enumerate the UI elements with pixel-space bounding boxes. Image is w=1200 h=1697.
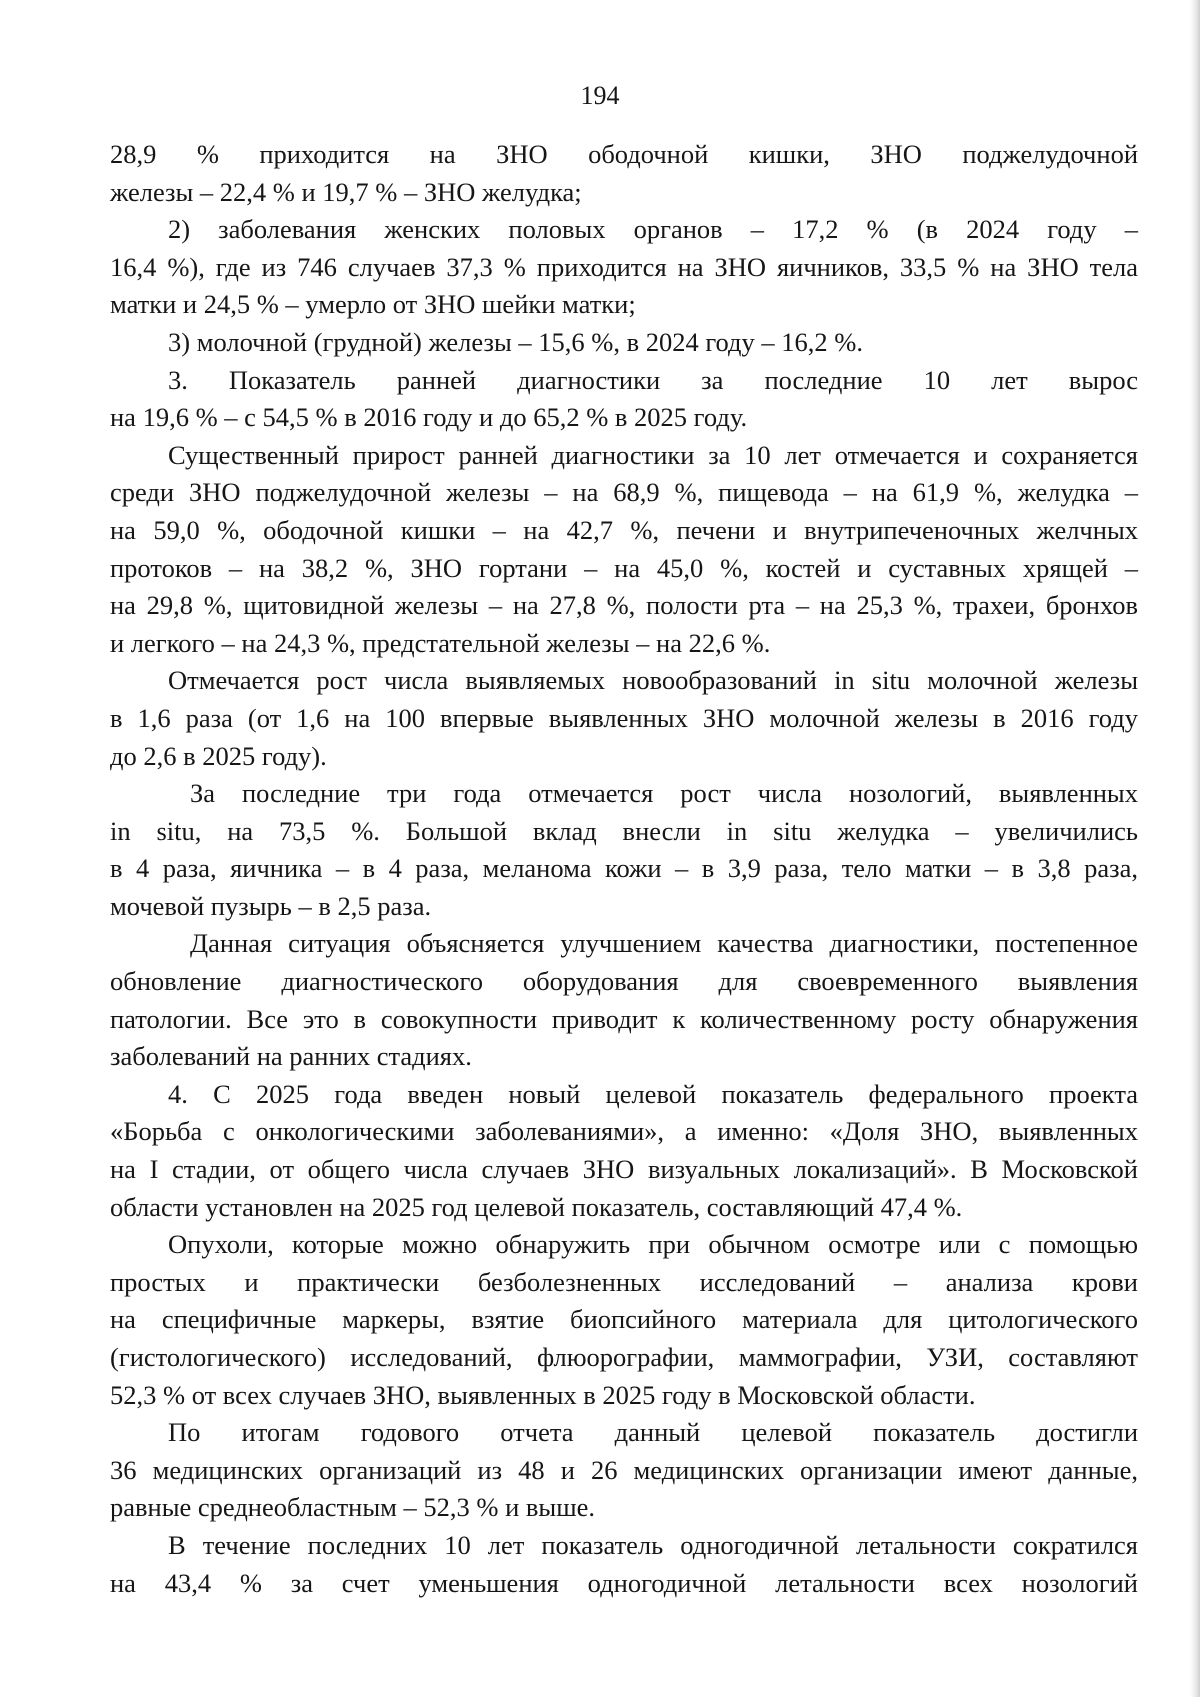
text-line: обновление диагностического оборудования для своевременного выявления xyxy=(110,966,1138,997)
text-line: и легкого – на 24,3 %, предстательной железы – на 22,6 %. xyxy=(110,627,771,658)
text-line: среди ЗНО поджелудочной железы – на 68,9 %, пищевода – на 61,9 %, желудка – xyxy=(110,477,1138,508)
text-line: до 2,6 в 2025 году). xyxy=(110,740,327,771)
text-line: на специфичные маркеры, взятие биопсийного материала для цитологического xyxy=(110,1304,1138,1335)
text-line: 52,3 % от всех случаев ЗНО, выявленных в 2025 году в Московской области. xyxy=(110,1379,976,1410)
text-line: простых и практически безболезненных исследований – анализа крови xyxy=(110,1266,1138,1297)
text-line: 28,9 % приходится на ЗНО ободочной кишки, ЗНО поджелудочной xyxy=(110,139,1138,169)
text-line: Существенный прирост ранней диагностики за 10 лет отмечается и сохраняется xyxy=(168,439,1138,470)
text-line: 16,4 %), где из 746 случаев 37,3 % приходится на ЗНО яичников, 33,5 % на ЗНО тела xyxy=(110,251,1138,282)
text-line: матки и 24,5 % – умерло от ЗНО шейки матки; xyxy=(110,289,636,320)
text-line: 2) заболевания женских половых органов – 17,2 % (в 2024 году – xyxy=(168,214,1138,245)
text-line: на 19,6 % – с 54,5 % в 2016 году и до 65,2 % в 2025 году. xyxy=(110,402,748,433)
text-line: на 29,8 %, щитовидной железы – на 27,8 %, полости рта – на 25,3 %, трахеи, бронхов xyxy=(110,590,1138,621)
text-line: Отмечается рост числа выявляемых новообразований in situ молочной железы xyxy=(168,665,1138,696)
text-line: на I стадии, от общего числа случаев ЗНО визуальных локализаций». В Московской xyxy=(110,1154,1138,1185)
text-line: В течение последних 10 лет показатель одногодичной летальности сократился xyxy=(168,1529,1138,1560)
text-line: в 1,6 раза (от 1,6 на 100 впервые выявленных ЗНО молочной железы в 2016 году xyxy=(110,702,1138,733)
text-line: «Борьба с онкологическими заболеваниями», а именно: «Доля ЗНО, выявленных xyxy=(110,1116,1138,1147)
text-line: на 59,0 %, ободочной кишки – на 42,7 %, печени и внутрипеченочных желчных xyxy=(110,514,1138,545)
text-line: По итогам годового отчета данный целевой показатель достигли xyxy=(168,1417,1138,1448)
text-line: железы – 22,4 % и 19,7 % – ЗНО желудка; xyxy=(110,176,582,207)
text-line: протоков – на 38,2 %, ЗНО гортани – на 45,0 %, костей и суставных хрящей – xyxy=(110,552,1138,583)
text-line: равные среднеобластным – 52,3 % и выше. xyxy=(110,1492,596,1523)
text-line: (гистологического) исследований, флюорографии, маммографии, УЗИ, составляют xyxy=(110,1342,1138,1372)
document-body xyxy=(110,136,1138,1602)
text-line: 3) молочной (грудной) железы – 15,6 %, в 2024 году – 16,2 %. xyxy=(168,326,863,357)
text-line: Данная ситуация объясняется улучшением качества диагностики, постепенное xyxy=(190,928,1138,959)
text-line: 3. Показатель ранней диагностики за последние 10 лет вырос xyxy=(168,364,1138,395)
text-line: на 43,4 % за счет уменьшения одногодичной летальности всех нозологий xyxy=(110,1567,1138,1598)
text-line: в 4 раза, яичника – в 4 раза, меланома кожи – в 3,9 раза, тело матки – в 3,8 раза, xyxy=(110,853,1138,884)
text-line: патологии. Все это в совокупности приводит к количественному росту обнаружения xyxy=(110,1003,1138,1034)
text-line: За последние три года отмечается рост числа нозологий, выявленных xyxy=(190,778,1138,809)
text-line: области установлен на 2025 год целевой показатель, составляющий 47,4 %. xyxy=(110,1191,963,1222)
text-line: заболеваний на ранних стадиях. xyxy=(110,1041,472,1072)
page-number: 194 xyxy=(580,81,620,110)
scan-edge-shadow xyxy=(1190,0,1200,1697)
text-line: Опухоли, которые можно обнаружить при обычном осмотре или с помощью xyxy=(168,1229,1138,1260)
text-line: 36 медицинских организаций из 48 и 26 медицинских организации имеют данные, xyxy=(110,1454,1138,1485)
text-line: 4. С 2025 года введен новый целевой показатель федерального проекта xyxy=(168,1078,1138,1109)
text-line: мочевой пузырь – в 2,5 раза. xyxy=(110,890,432,921)
text-line: in situ, на 73,5 %. Большой вклад внесли in situ желудка – увеличились xyxy=(110,815,1138,846)
